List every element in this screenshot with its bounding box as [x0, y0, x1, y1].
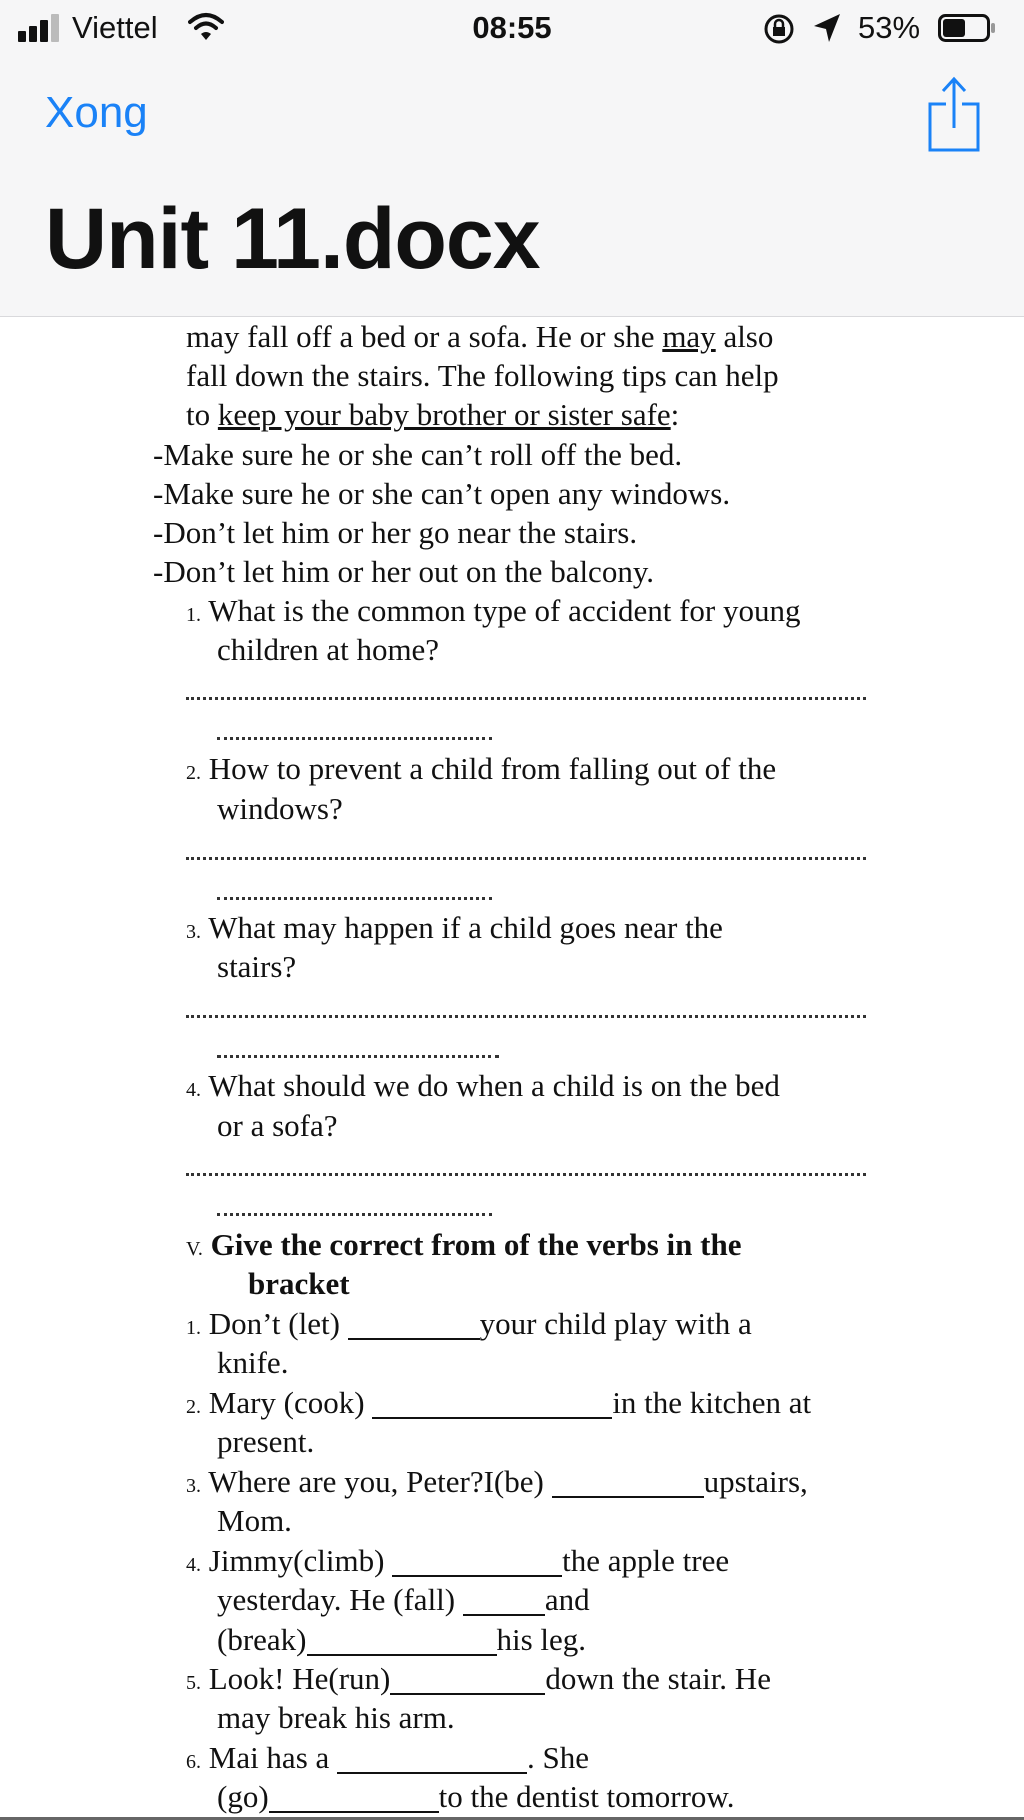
blank-line[interactable] — [463, 1584, 545, 1616]
tip-item: -Make sure he or she can’t open any windows. — [153, 476, 731, 511]
tip-item: -Make sure he or she can’t roll off the bed. — [153, 437, 683, 472]
passage-line: may fall off a bed or a sofa. He or she may also — [186, 319, 774, 354]
answer-line — [217, 737, 492, 740]
exercise-item: 5. Look! He(run) down the stair. He — [186, 1661, 771, 1696]
rotation-lock-icon — [762, 12, 796, 46]
section-heading: V. Give the correct from of the verbs in the — [186, 1227, 742, 1262]
blank-line[interactable] — [392, 1545, 562, 1577]
blank-line[interactable] — [390, 1663, 545, 1695]
answer-line — [186, 697, 866, 700]
question-line: stairs? — [217, 949, 297, 984]
answer-line — [217, 1055, 499, 1058]
blank-line[interactable] — [348, 1308, 480, 1340]
answer-line — [186, 857, 866, 860]
top-area — [0, 0, 1024, 317]
exercise-line: Mom. — [217, 1503, 292, 1538]
exercise-item: 2. Mary (cook) in the kitchen at — [186, 1385, 812, 1420]
document-content[interactable] — [0, 317, 1024, 1820]
carrier-name: Viettel — [72, 10, 158, 45]
tip-item: -Don’t let him or her out on the balcony. — [153, 554, 655, 589]
exercise-line: yesterday. He (fall) and — [217, 1582, 590, 1617]
exercise-line: (go) to the dentist tomorrow. — [217, 1779, 735, 1814]
question-item: 1. What is the common type of accident for young — [186, 593, 801, 628]
question-line: windows? — [217, 791, 343, 826]
question-item: 3. What may happen if a child goes near the — [186, 910, 723, 945]
passage-line: to keep your baby brother or sister safe: — [186, 397, 680, 432]
blank-line[interactable] — [372, 1387, 612, 1419]
document-title: Unit 11.docx — [45, 191, 540, 287]
question-item: 4. What should we do when a child is on the bed — [186, 1068, 780, 1103]
battery-percent: 53% — [858, 10, 921, 45]
exercise-item: 6. Mai has a . She — [186, 1740, 590, 1775]
blank-line[interactable] — [552, 1466, 704, 1498]
exercise-line: knife. — [217, 1345, 289, 1380]
blank-line[interactable] — [337, 1742, 527, 1774]
question-item: 2. How to prevent a child from falling out of the — [186, 751, 777, 786]
answer-line — [217, 1213, 492, 1216]
clock: 08:55 — [472, 10, 552, 45]
exercise-line: present. — [217, 1424, 315, 1459]
tip-item: -Don’t let him or her go near the stairs. — [153, 515, 638, 550]
location-arrow-icon — [812, 12, 842, 44]
exercise-line: may break his arm. — [217, 1700, 455, 1735]
exercise-item: 4. Jimmy(climb) the apple tree — [186, 1543, 730, 1578]
passage-line: fall down the stairs. The following tips can help — [186, 358, 779, 393]
status-bar — [0, 0, 1024, 58]
exercise-line: (break) his leg. — [217, 1622, 587, 1657]
question-line: children at home? — [217, 632, 440, 667]
share-icon[interactable] — [926, 76, 982, 152]
answer-line — [217, 897, 492, 900]
battery-icon — [938, 14, 996, 42]
answer-line — [186, 1173, 866, 1176]
exercise-item: 3. Where are you, Peter?I(be) upstairs, — [186, 1464, 808, 1499]
question-line: or a sofa? — [217, 1108, 338, 1143]
exercise-item: 1. Don’t (let) your child play with a — [186, 1306, 752, 1341]
blank-line[interactable] — [307, 1624, 497, 1656]
answer-line — [186, 1015, 866, 1018]
blank-line[interactable] — [269, 1781, 439, 1813]
done-button[interactable]: Xong — [45, 88, 148, 137]
section-heading-line: bracket — [248, 1266, 350, 1301]
